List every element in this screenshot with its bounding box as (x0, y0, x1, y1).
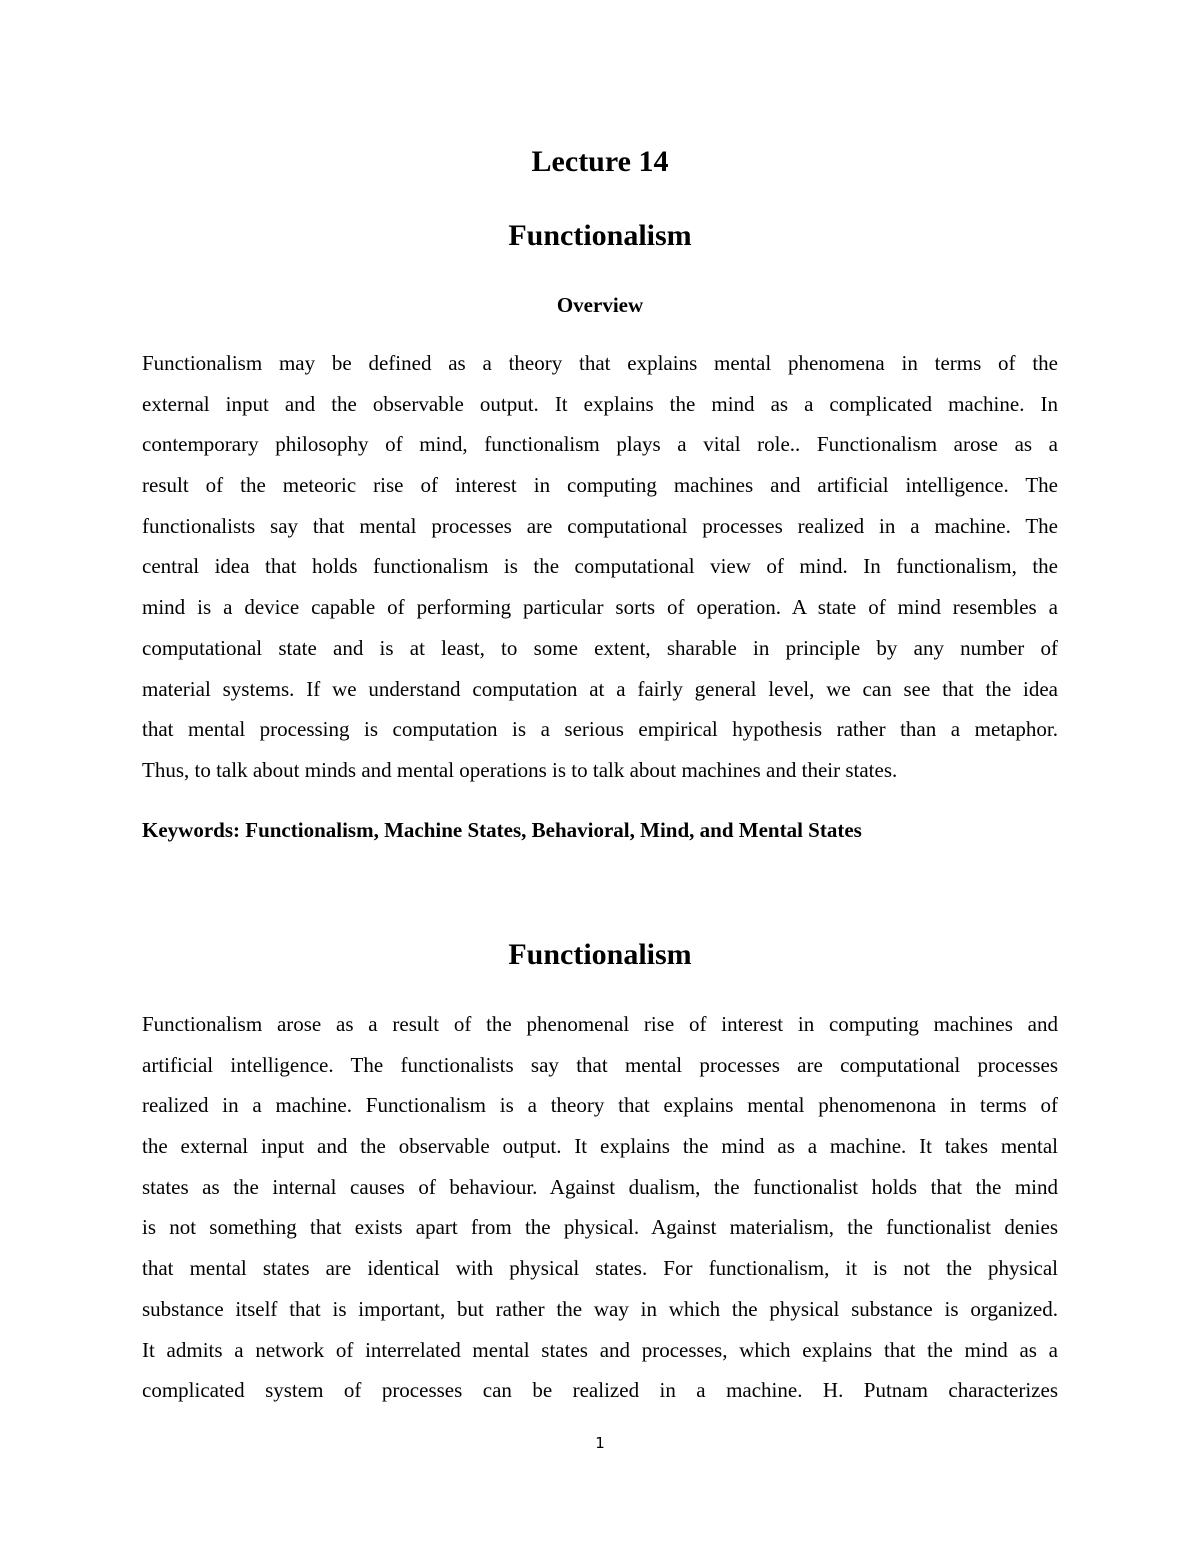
paragraph-line: that mental states are identical with physical states. For functionalism, it is not the physical (142, 1256, 1058, 1281)
paragraph-line: that mental processing is computation is a serious empirical hypothesis rather than a metaphor. (142, 717, 1058, 742)
overview-heading: Overview (556, 293, 644, 317)
page-title: Functionalism (508, 219, 692, 252)
paragraph-line: It admits a network of interrelated mental states and processes, which explains that the mind as a (142, 1337, 1058, 1362)
paragraph-line: states as the internal causes of behaviour. Against dualism, the functionalist holds that the mind (142, 1174, 1058, 1199)
paragraph-line: realized in a machine. Functionalism is a theory that explains mental phenomenona in terms of (142, 1093, 1058, 1118)
paragraph-line: computational state and is at least, to some extent, sharable in principle by any number of (142, 635, 1058, 660)
paragraph-line: Thus, to talk about minds and mental operations is to talk about machines and their states. (142, 757, 898, 782)
page-number: 1 (595, 1434, 605, 1452)
keywords-line: Keywords: Functionalism, Machine States, Behavioral, Mind, and Mental States (142, 818, 862, 842)
lecture-title: Lecture 14 (531, 145, 669, 178)
paragraph-line: external input and the observable output. It explains the mind as a complicated machine. In (142, 391, 1058, 416)
paragraph-line: mind is a device capable of performing particular sorts of operation. A state of mind resembles a (142, 595, 1058, 620)
paragraph-line: Functionalism may be defined as a theory that explains mental phenomena in terms of the (142, 351, 1058, 375)
paragraph-line: contemporary philosophy of mind, functionalism plays a vital role.. Functionalism arose as a (142, 432, 1058, 457)
paragraph-line: is not something that exists apart from the physical. Against materialism, the functionalist denies (142, 1215, 1058, 1240)
paragraph-line: result of the meteoric rise of interest in computing machines and artificial intelligence. The (142, 473, 1058, 498)
section-title: Functionalism (508, 938, 692, 971)
paragraph-line: substance itself that is important, but rather the way in which the physical substance is organized. (142, 1296, 1058, 1321)
paragraph-line: material systems. If we understand computation at a fairly general level, we can see that the idea (142, 676, 1058, 701)
overview-paragraph (142, 343, 1058, 791)
paragraph-line: Functionalism arose as a result of the phenomenal rise of interest in computing machines and (142, 1012, 1058, 1036)
paragraph-line: complicated system of processes can be realized in a machine. H. Putnam characterizes (142, 1378, 1058, 1403)
paragraph-line: the external input and the observable output. It explains the mind as a machine. It takes mental (142, 1134, 1058, 1159)
paragraph-line: central idea that holds functionalism is the computational view of mind. In functionalism, the (142, 554, 1058, 579)
paragraph-line: artificial intelligence. The functionalists say that mental processes are computational processes (142, 1052, 1058, 1077)
paragraph-line: functionalists say that mental processes are computational processes realized in a machine. The (142, 513, 1058, 538)
section-paragraph (142, 1004, 1058, 1411)
